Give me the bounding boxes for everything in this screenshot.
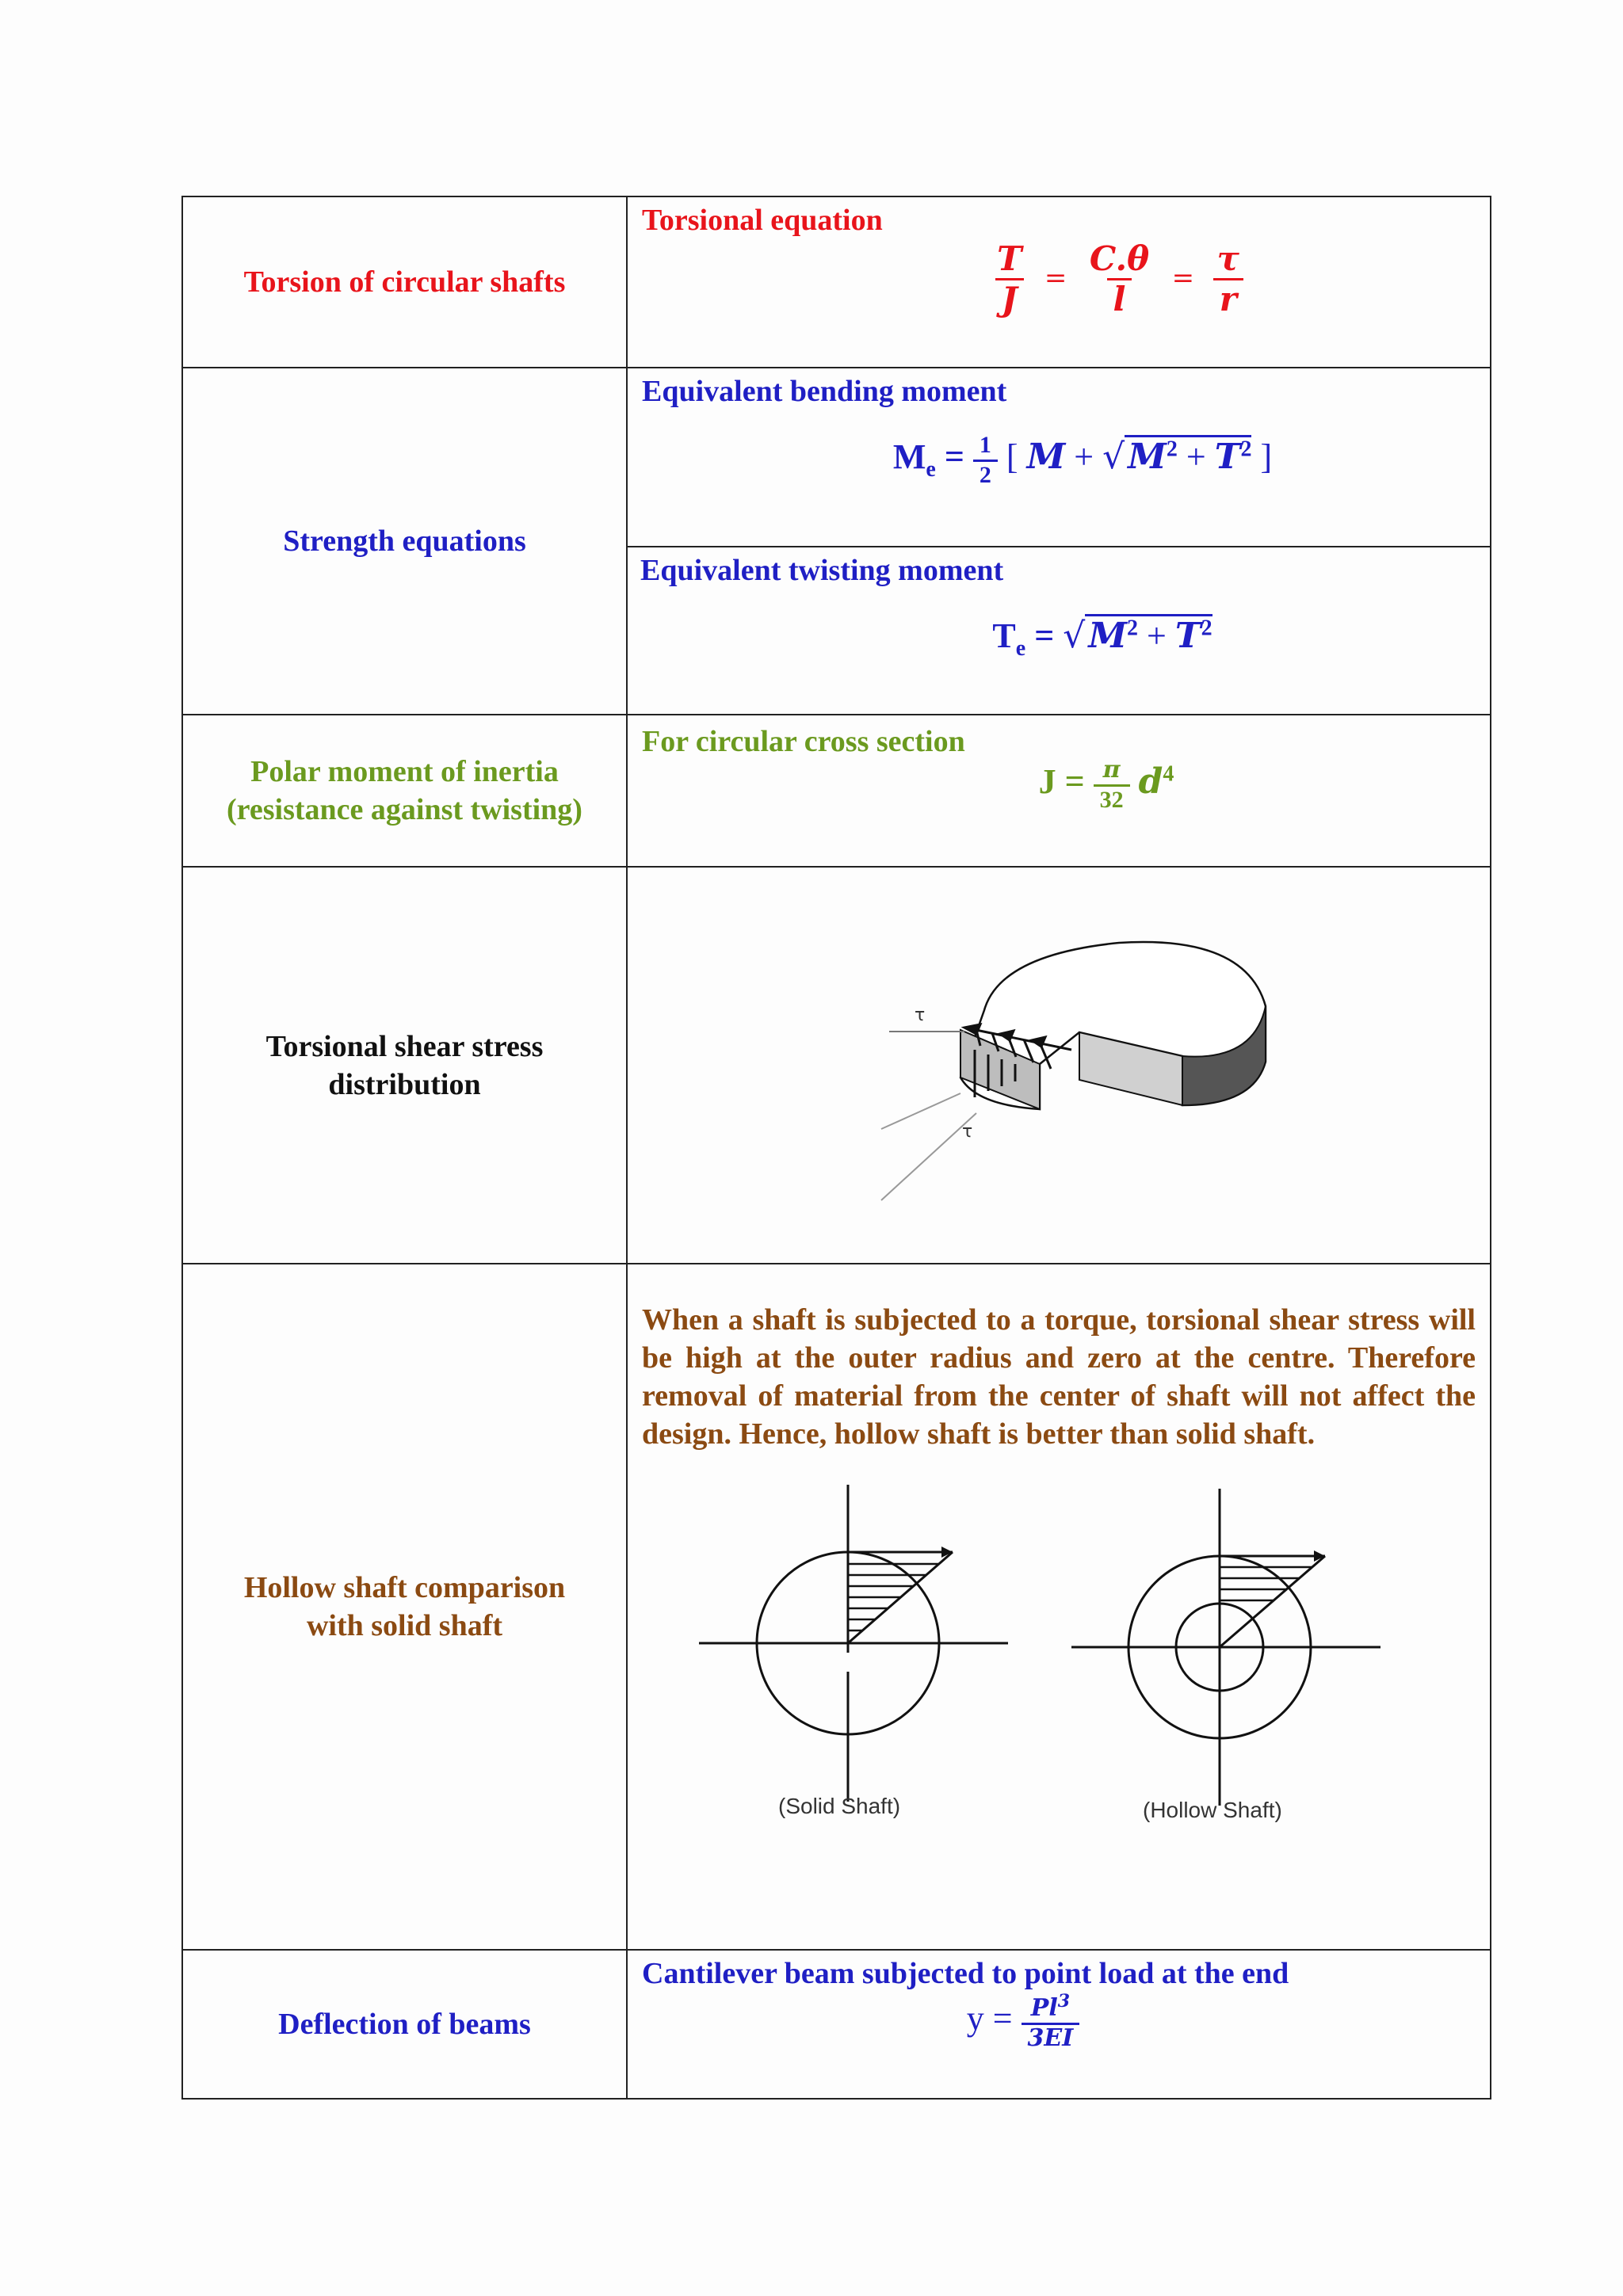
eq-l: l [1107,278,1132,318]
bending-subcell [628,368,1490,547]
polar-label-line1: Polar moment of inertia [250,755,559,788]
eq-equals-1: = [1044,262,1067,295]
eq-tau: τ [1216,239,1239,278]
table-row-shear [182,867,1491,1264]
polar-label-cell [182,715,627,867]
polar-content-cell [627,715,1491,867]
me-lhs: $M_e$ [892,437,936,482]
hollow-content-cell [627,1264,1491,1950]
polar-equation: J = $\frac{\pi}{32}$ $d^4$ [1038,756,1174,813]
me-M: M [1026,437,1066,478]
bending-heading: Equivalent bending moment [642,375,1007,408]
tau-bottom-label: τ [962,1122,973,1142]
deflection-equation: y = $\frac{Pl^3}{3EI}$ [556,1992,1490,2052]
torsion-heading: Torsional equation [642,204,883,237]
eq-equals-2: = [1171,262,1195,295]
me-plus: + [1074,437,1094,477]
torsion-label: Torsion of circular shafts [243,265,566,299]
shaft-shear-diagram [628,868,1491,1259]
half-den: 2 [973,460,998,490]
eq-J: J [995,278,1024,318]
strength-content-cell [627,368,1491,715]
torsion-label-cell [182,196,627,368]
table-row-torsion [182,196,1491,368]
shear-figure-cell [627,867,1491,1264]
solid-shaft-figure [699,1485,1008,1818]
solid-shaft-caption: (Solid Shaft) [778,1794,901,1818]
torsion-content-cell [627,196,1491,368]
hollow-label-cell [182,1264,627,1950]
formula-table [181,196,1491,2100]
hollow-shaft-figure [1071,1489,1381,1822]
eq-r: r [1213,278,1243,318]
strength-label: Strength equations [283,524,526,558]
left-bracket: [ [1006,437,1018,477]
twisting-heading: Equivalent twisting moment [640,554,1004,587]
hollow-label-line2: with solid shaft [306,1609,503,1642]
table-row-hollow [182,1264,1491,1950]
strength-label-cell [182,368,627,715]
deflection-label: Deflection of beams [278,2008,531,2041]
hollow-shaft-caption: (Hollow Shaft) [1143,1798,1282,1822]
right-bracket: ] [1260,437,1273,477]
bending-equation [675,432,1490,489]
shaft-comparison-diagram [628,1485,1491,1897]
shear-label-cell [182,867,627,1264]
polar-heading: For circular cross section [642,725,965,758]
tau-top-label: τ [915,1005,926,1025]
eq-C-theta: C.θ [1089,239,1150,278]
table-row-deflection [182,1950,1491,2099]
half-num: 1 [979,432,991,458]
polar-label-line2: (resistance against twisting) [227,793,582,826]
eq-T: T [997,239,1022,278]
deflection-heading: Cantilever beam subjected to point load at the end [642,1957,1289,1990]
me-radicand: $M^2 + T^2$ [1125,435,1251,476]
twisting-subcell [628,547,1490,662]
hollow-label-line1: Hollow shaft comparison [243,1571,566,1604]
hollow-paragraph: When a shaft is subjected to a torque, torsional shear stress will be high at the outer radius and zero at the centre. Therefore removal of material from the center of shaft will not affect the design. Hence, hollow shaft is better than solid shaft. [642,1303,1476,1451]
twisting-equation: $T_e = √M^2 + T^2$ [992,616,1212,661]
leader-line-1 [881,1093,960,1129]
table-row-polar [182,715,1491,867]
me-equals: = [944,437,964,477]
torsional-equation [747,240,1490,319]
shear-label-line2: distribution [328,1067,481,1101]
me-root: √ [1102,437,1125,478]
shear-label-line1: Torsional shear stress [265,1029,544,1063]
table-row-strength [182,368,1491,715]
deflection-content-cell [627,1950,1491,2099]
